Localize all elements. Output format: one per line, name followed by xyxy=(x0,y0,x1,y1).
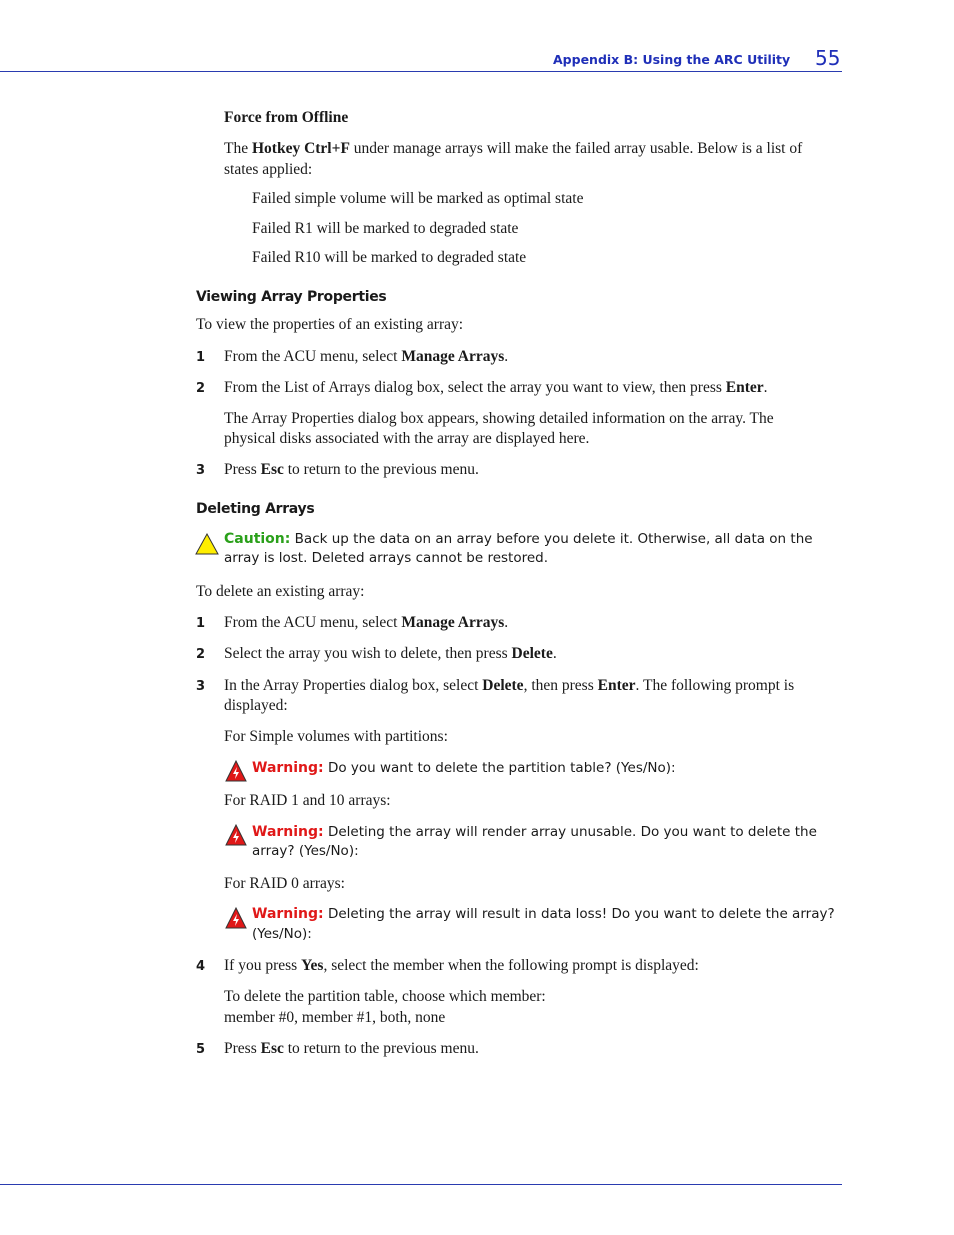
viewing-intro: To view the properties of an existing array: xyxy=(196,316,464,333)
step-number: 3 xyxy=(196,463,206,478)
deleting-step3: In the Array Properties dialog box, select Delete, then press Enter. The following prompt is xyxy=(224,677,795,694)
force-offline-heading: Force from Offline xyxy=(224,109,349,126)
state-item: Failed simple volume will be marked as optimal state xyxy=(252,190,584,207)
deleting-step1: From the ACU menu, select Manage Arrays. xyxy=(224,614,509,631)
deleting-step5: Press Esc to return to the previous menu. xyxy=(224,1040,479,1057)
warning-icon xyxy=(225,760,247,782)
warning-icon xyxy=(225,824,247,846)
warning-1: Warning: Do you want to delete the partition table? (Yes/No): xyxy=(252,760,676,776)
viewing-step2-note-line2: physical disks associated with the array are displayed here. xyxy=(224,430,590,447)
running-header-title: Appendix B: Using the ARC Utility xyxy=(553,52,791,67)
caution-line2: array is lost. Deleted arrays cannot be restored. xyxy=(224,550,549,566)
warning-3-line2: (Yes/No): xyxy=(252,926,312,942)
deleting-heading: Deleting Arrays xyxy=(196,501,315,517)
force-offline-paragraph-line2: states applied: xyxy=(224,161,313,178)
raid0-label: For RAID 0 arrays: xyxy=(224,875,345,892)
footer-rule xyxy=(0,1184,842,1185)
warning-icon xyxy=(225,907,247,929)
force-offline-paragraph-line1: The Hotkey Ctrl+F under manage arrays will make the failed array usable. Below is a list of xyxy=(224,140,803,157)
state-item: Failed R10 will be marked to degraded state xyxy=(252,249,527,266)
deleting-step4: If you press Yes, select the member when the following prompt is displayed: xyxy=(224,957,699,974)
simple-volumes-label: For Simple volumes with partitions: xyxy=(224,728,448,745)
page-number: 55 xyxy=(815,46,841,70)
step-number: 2 xyxy=(196,381,206,396)
step-number: 3 xyxy=(196,679,206,694)
viewing-step3: Press Esc to return to the previous menu. xyxy=(224,461,479,478)
member-prompt-line1: To delete the partition table, choose which member: xyxy=(224,988,546,1005)
warning-3-line1: Warning: Deleting the array will result in data loss! Do you want to delete the array? xyxy=(252,906,835,922)
step-number: 1 xyxy=(196,350,206,365)
viewing-step2-note-line1: The Array Properties dialog box appears, showing detailed information on the array. The xyxy=(224,410,774,427)
viewing-step1: From the ACU menu, select Manage Arrays. xyxy=(224,348,509,365)
warning-2-line2: array? (Yes/No): xyxy=(252,843,359,859)
viewing-heading: Viewing Array Properties xyxy=(196,289,387,305)
deleting-step3-line2: displayed: xyxy=(224,697,288,714)
deleting-step2: Select the array you wish to delete, then press Delete. xyxy=(224,645,557,662)
state-item: Failed R1 will be marked to degraded state xyxy=(252,220,519,237)
step-number: 5 xyxy=(196,1042,206,1057)
step-number: 2 xyxy=(196,647,206,662)
step-number: 4 xyxy=(196,959,206,974)
deleting-intro: To delete an existing array: xyxy=(196,583,365,600)
raid1-label: For RAID 1 and 10 arrays: xyxy=(224,792,391,809)
step-number: 1 xyxy=(196,616,206,631)
warning-2-line1: Warning: Deleting the array will render array unusable. Do you want to delete the xyxy=(252,824,817,840)
header-rule xyxy=(0,71,842,72)
viewing-step2: From the List of Arrays dialog box, select the array you want to view, then press Enter. xyxy=(224,379,768,396)
member-prompt-line2: member #0, member #1, both, none xyxy=(224,1009,446,1026)
caution-line1: Caution: Back up the data on an array before you delete it. Otherwise, all data on the xyxy=(224,531,813,547)
caution-icon xyxy=(195,533,219,555)
